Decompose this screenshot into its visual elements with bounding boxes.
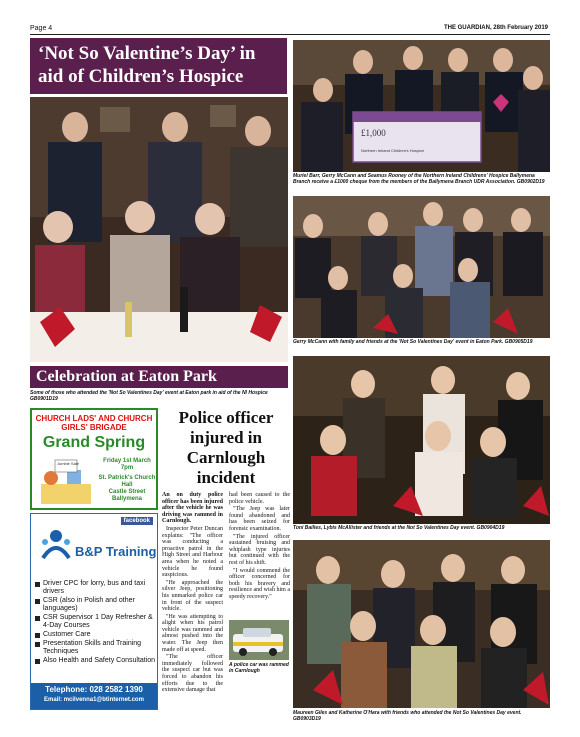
bp-phone: Telephone: 028 2582 1390 xyxy=(45,685,143,694)
page-number: Page 4 xyxy=(30,25,53,32)
church-ad-details xyxy=(98,458,156,503)
church-ad-street: Castle Street xyxy=(108,489,146,495)
headline: ‘Not So Valentine’s Day’ in aid of Children’s Hospice xyxy=(30,38,287,94)
maureen-photo xyxy=(293,540,550,708)
bp-course-item: Presentation Skills and Training Techniques xyxy=(35,640,157,656)
article-paragraph: "He was attempting to alight when his patrol vehicle was rammed and almost pushed into the water. The Jeep then made off at speed. xyxy=(162,613,223,653)
article-paragraph: "The Jeep was later found abandoned and has been seized for forensic examination. xyxy=(229,506,290,532)
church-ad-town: Ballymena xyxy=(111,496,142,502)
main-photo-caption: Some of those who attended the 'Not So Valentines Day' event at Eaton park in aid of the NI Hospice GB0901D19 xyxy=(30,390,268,402)
article-paragraph: "The injured officer sustained bruising and whiplash type injuries but continued with the rest of his shift. xyxy=(229,533,290,566)
cheque-photo-caption: Muriel Barr, Gerry McCann and Seamus Rooney of the Northern Ireland Childrens' Hospice Ballymena Branch receive a £1000 cheque from the members of the Ballymena Branch UDR Association. GB0902D19 xyxy=(293,173,545,185)
family-photo-caption: Gerry McCann with family and friends at the 'Not So Valentines Day' event in Eaton Park. GB0905D19 xyxy=(293,339,533,345)
bp-training-name: B&P Training xyxy=(75,544,157,559)
family-photo xyxy=(293,196,550,338)
article-paragraph: Inspector Peter Duncan explains: "The officer was conducting a proactive patrol in the High Street and Harbour area when he noted a vehicle he found suspicious. xyxy=(162,525,223,579)
jumble-label: Jumble Sale xyxy=(57,461,80,466)
toni-photo xyxy=(293,356,550,524)
church-ad-venue: St. Patrick's Church Hall xyxy=(98,475,156,488)
article-paragraph: "He approached the silver Jeep, positioning his unmarked police car in front of the suspect vehicle. xyxy=(162,579,223,613)
bp-course-item: Also Health and Safety Consultation xyxy=(35,657,157,665)
article-paragraph: An on duty police officer has been injured after the vehicle he was driving was rammed in Carnlough. xyxy=(162,492,223,525)
article-column-1 xyxy=(162,492,223,695)
bp-email: Email: mcilvenna1@btinternet.com xyxy=(44,697,144,703)
article-paragraph: had been caused to the police vehicle. xyxy=(229,492,290,505)
section-heading: Celebration at Eaton Park xyxy=(30,366,288,388)
church-ad-headline: Grand Spring xyxy=(42,434,146,451)
newspaper-date: THE GUARDIAN, 28th February 2019 xyxy=(443,25,548,31)
cheque-amount: £1,000 xyxy=(361,128,386,138)
church-ad-time: 7pm xyxy=(120,465,134,471)
article-paragraph: "The officer immediately followed the suspect car but was forced to abandon his efforts due to the extensive damage that xyxy=(162,654,223,694)
cheque-photo xyxy=(293,40,550,172)
bp-course-item: Customer Care xyxy=(35,631,157,639)
bp-course-item: Driver CPC for lorry, bus and taxi drivers xyxy=(35,580,157,596)
bp-training-ad xyxy=(30,513,158,710)
bp-course-list xyxy=(35,580,157,666)
jumble-sale-illustration xyxy=(37,456,95,506)
police-photo-caption: A police car was rammed in Carnlough xyxy=(229,662,289,674)
article-paragraph: "I would commend the officer concerned for both his bravery and resilience and wish him a speedy recovery." xyxy=(229,567,290,600)
article-column-2 xyxy=(229,492,290,602)
bp-course-item: CSR (also in Polish and other languages) xyxy=(35,597,157,613)
toni-photo-caption: Toni Bailies, Lybis McAllister and friends at the Not So Valentines Day event. GB0904D19 xyxy=(293,525,505,531)
church-ad-date: Friday 1st March xyxy=(103,458,151,464)
church-ad-title: CHURCH LADS' AND CHURCH GIRLS' BRIGADE xyxy=(35,414,153,432)
bp-logo-icon xyxy=(39,528,73,562)
header-rule xyxy=(30,34,550,35)
church-lads-ad xyxy=(30,408,158,510)
maureen-photo-caption: Maureen Giles and Katherine O'Hara with friends who attended the Not So Valentines Day event. GB0903D19 xyxy=(293,710,522,722)
cheque-payee: Northern Ireland Children's Hospice xyxy=(361,148,425,153)
bp-course-item: CSR Supervisor 1 Day Refresher & 4-Day Courses xyxy=(35,614,157,630)
article-title: Police officer injured in Carnlough incident xyxy=(178,408,274,487)
facebook-badge: facebook xyxy=(121,517,153,525)
bp-contact-bar xyxy=(31,683,157,709)
main-group-photo xyxy=(30,97,288,362)
police-car-photo xyxy=(229,620,289,660)
